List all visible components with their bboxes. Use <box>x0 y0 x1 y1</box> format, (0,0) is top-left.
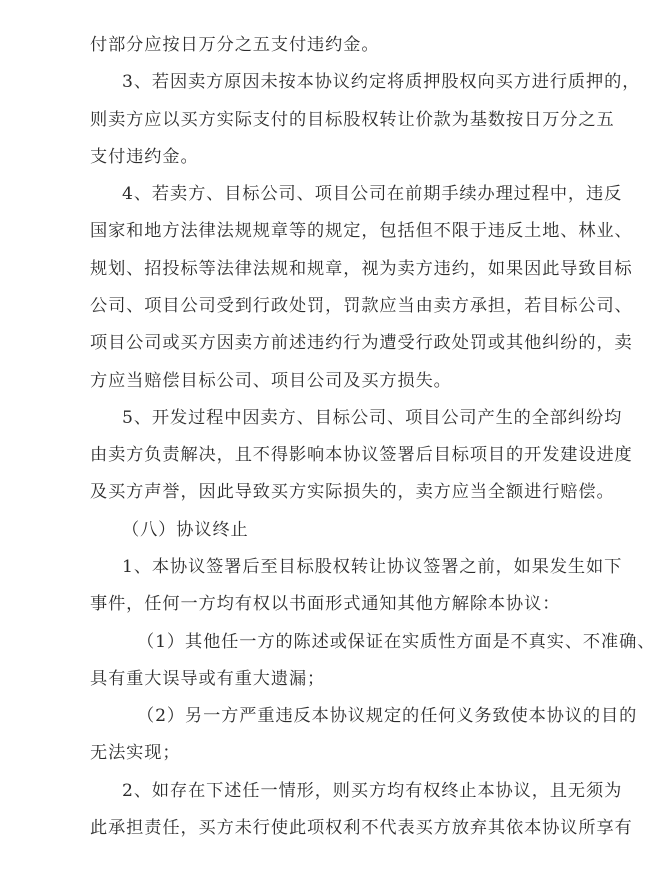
text-line: 付部分应按日万分之五支付违约金。 <box>90 35 380 55</box>
text-line: 1、本协议签署后至目标股权转让协议签署之前，如果发生如下 <box>122 557 623 577</box>
text-line: （1）其他任一方的陈述或保证在实质性方面是不真实、不准确、 <box>137 632 656 652</box>
text-line: 此承担责任，买方未行使此项权利不代表买方放弃其依本协议所享有 <box>90 818 633 838</box>
text-line: 国家和地方法律法规规章等的规定，包括但不限于违反土地、林业、 <box>90 221 633 241</box>
text-line: 2、如存在下述任一情形，则买方均有权终止本协议，且无须为 <box>122 781 623 801</box>
text-line: 则卖方应以买方实际支付的目标股权转让价款为基数按日万分之五 <box>90 110 615 130</box>
text-line: 由卖方负责解决，且不得影响本协议签署后目标项目的开发建设进度 <box>90 445 633 465</box>
text-line: 4、若卖方、目标公司、项目公司在前期手续办理过程中，违反 <box>122 184 623 204</box>
text-line: 3、若因卖方原因未按本协议约定将质押股权向买方进行质押的， <box>122 72 641 92</box>
text-line: 及买方声誉，因此导致买方实际损失的，卖方应当全额进行赔偿。 <box>90 482 615 502</box>
text-line: 具有重大误导或有重大遗漏； <box>90 669 326 689</box>
text-line: 项目公司或买方因卖方前述违约行为遭受行政处罚或其他纠纷的，卖 <box>90 333 633 353</box>
text-line: 无法实现； <box>90 743 181 763</box>
section-heading: （八）协议终止 <box>122 520 249 540</box>
text-line: （2）另一方严重违反本协议规定的任何义务致使本协议的目的 <box>137 706 638 726</box>
text-line: 5、开发过程中因卖方、目标公司、项目公司产生的全部纠纷均 <box>122 408 623 428</box>
text-line: 事件，任何一方均有权以书面形式通知其他方解除本协议： <box>90 594 561 614</box>
text-line: 支付违约金。 <box>90 147 199 167</box>
text-line: 公司、项目公司受到行政处罚，罚款应当由卖方承担，若目标公司、 <box>90 296 633 316</box>
text-line: 规划、招投标等法律法规和规章，视为卖方违约，如果因此导致目标 <box>90 259 633 279</box>
text-line: 方应当赔偿目标公司、项目公司及买方损失。 <box>90 371 452 391</box>
